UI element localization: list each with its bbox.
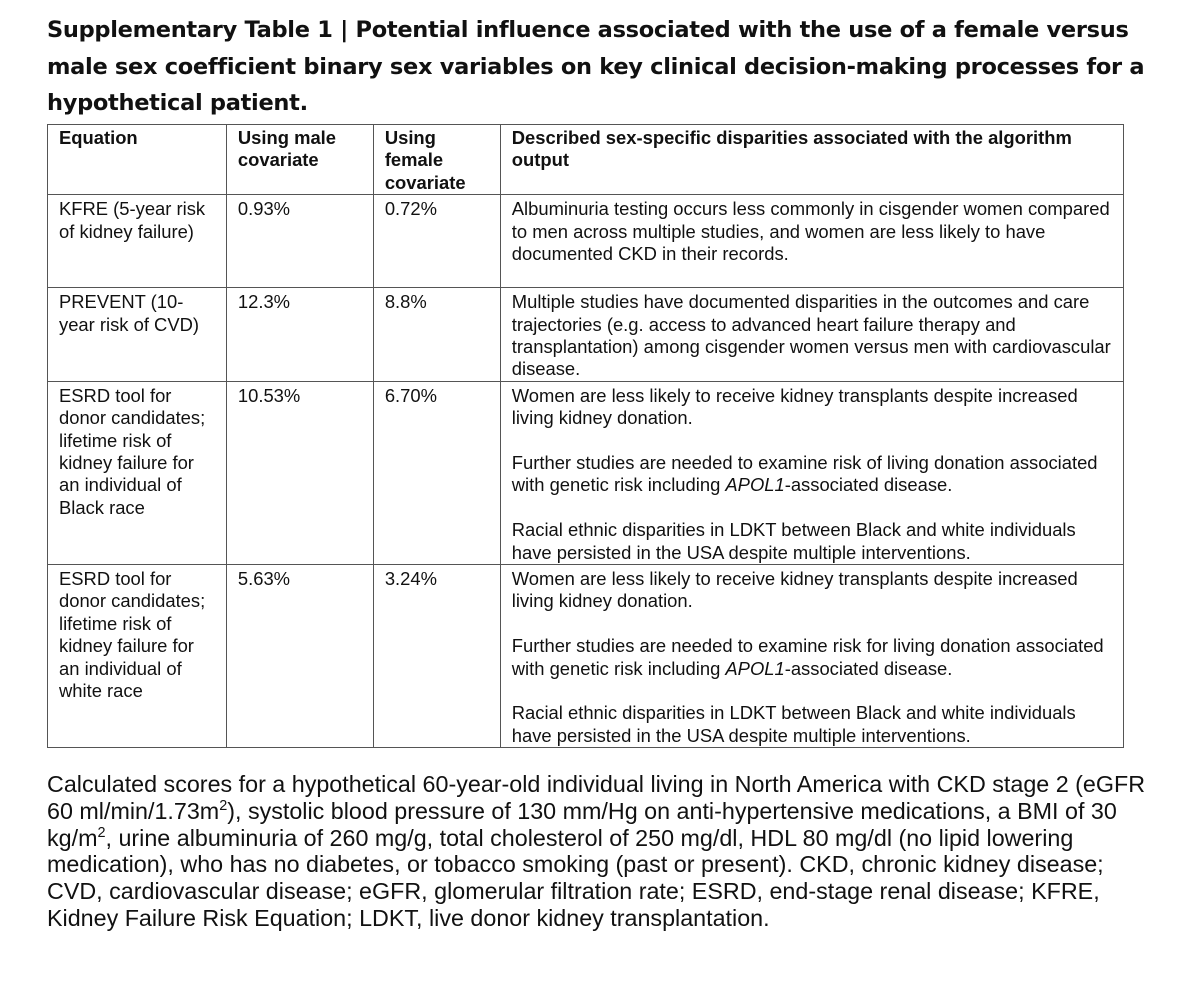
- disparity-text: Multiple studies have documented disparities in the outcomes and care trajectories (e.g. access to advanced heart failure therapy and transplantation) among cisgender women versus men with cardiovascular disease.: [511, 291, 1111, 380]
- table-row: [48, 195, 1124, 288]
- cell-equation: ESRD tool for donor candidates; lifetime risk of kidney failure for an individual of Black race: [48, 381, 227, 564]
- cell-female-value: 3.24%: [373, 565, 500, 748]
- disparity-text: Further studies are needed to examine risk for living donation associated with genetic risk including APOL1-associated disease.: [511, 635, 1104, 679]
- cell-disparities: [500, 288, 1123, 382]
- cell-equation: KFRE (5-year risk of kidney failure): [48, 195, 227, 288]
- disparity-text: Racial ethnic disparities in LDKT between Black and white individuals have persisted in the USA despite multiple interventions.: [511, 702, 1076, 746]
- disparity-text: Racial ethnic disparities in LDKT between Black and white individuals have persisted in the USA despite multiple interventions.: [511, 519, 1076, 563]
- cell-female-value: 6.70%: [373, 381, 500, 564]
- header-equation: Equation: [48, 125, 227, 195]
- cell-equation: PREVENT (10-year risk of CVD): [48, 288, 227, 382]
- disparity-text: Women are less likely to receive kidney transplants despite increased living kidney donation.: [511, 384, 1078, 429]
- cell-female-value: 8.8%: [373, 288, 500, 382]
- supplementary-table: [47, 124, 1124, 748]
- header-male-covariate: Using male covariate: [226, 125, 373, 195]
- header-disparities: Described sex-specific disparities associated with the algorithm output: [500, 125, 1123, 195]
- cell-equation: ESRD tool for donor candidates; lifetime risk of kidney failure for an individual of white race: [48, 565, 227, 748]
- table-footnote: Calculated scores for a hypothetical 60-year-old individual living in North America with CKD stage 2 (eGFR 60 $ml/\min/1.73m^2$), systolic blood pressure of 130 mm/Hg on anti-hypertensive medications, a BMI of 30 $kg/m^2$, urine albuminuria of 260 mg/g, total cholesterol of 250 mg/dl, HDL 80 mg/dl (no lipid lowering medication), who has no diabetes, or tobacco smoking (past or present). CKD, chronic kidney disease; CVD, cardiovascular disease; eGFR, glomerular filtration rate; ESRD, end-stage renal disease; KFRE, Kidney Failure Risk Equation; LDKT, live donor kidney transplantation.: [47, 771, 1146, 931]
- table-caption: Supplementary Table 1 | Potential influence associated with the use of a female versus male sex coefficient binary sex variables on key clinical decision-making processes for a hypothetical patient.: [47, 17, 1145, 116]
- header-female-covariate: Using female covariate: [373, 125, 500, 195]
- cell-male-value: 0.93%: [226, 195, 373, 288]
- cell-male-value: 10.53%: [226, 381, 373, 564]
- table-row: [48, 381, 1124, 564]
- cell-disparities: [500, 381, 1123, 564]
- table-row: [48, 288, 1124, 382]
- table-header-row: [48, 125, 1124, 195]
- disparity-text: Albuminuria testing occurs less commonly in cisgender women compared to men across multiple studies, and women are less likely to have documented CKD in their records.: [511, 198, 1110, 265]
- cell-male-value: 5.63%: [226, 565, 373, 748]
- cell-disparities: [500, 565, 1123, 748]
- cell-male-value: 12.3%: [226, 288, 373, 382]
- disparity-text: Women are less likely to receive kidney transplants despite increased living kidney donation.: [511, 568, 1078, 612]
- cell-disparities: [500, 195, 1123, 288]
- table-row: [48, 565, 1124, 748]
- cell-female-value: 0.72%: [373, 195, 500, 288]
- disparity-text: Further studies are needed to examine risk of living donation associated with genetic risk including APOL1-associated disease.: [511, 452, 1098, 496]
